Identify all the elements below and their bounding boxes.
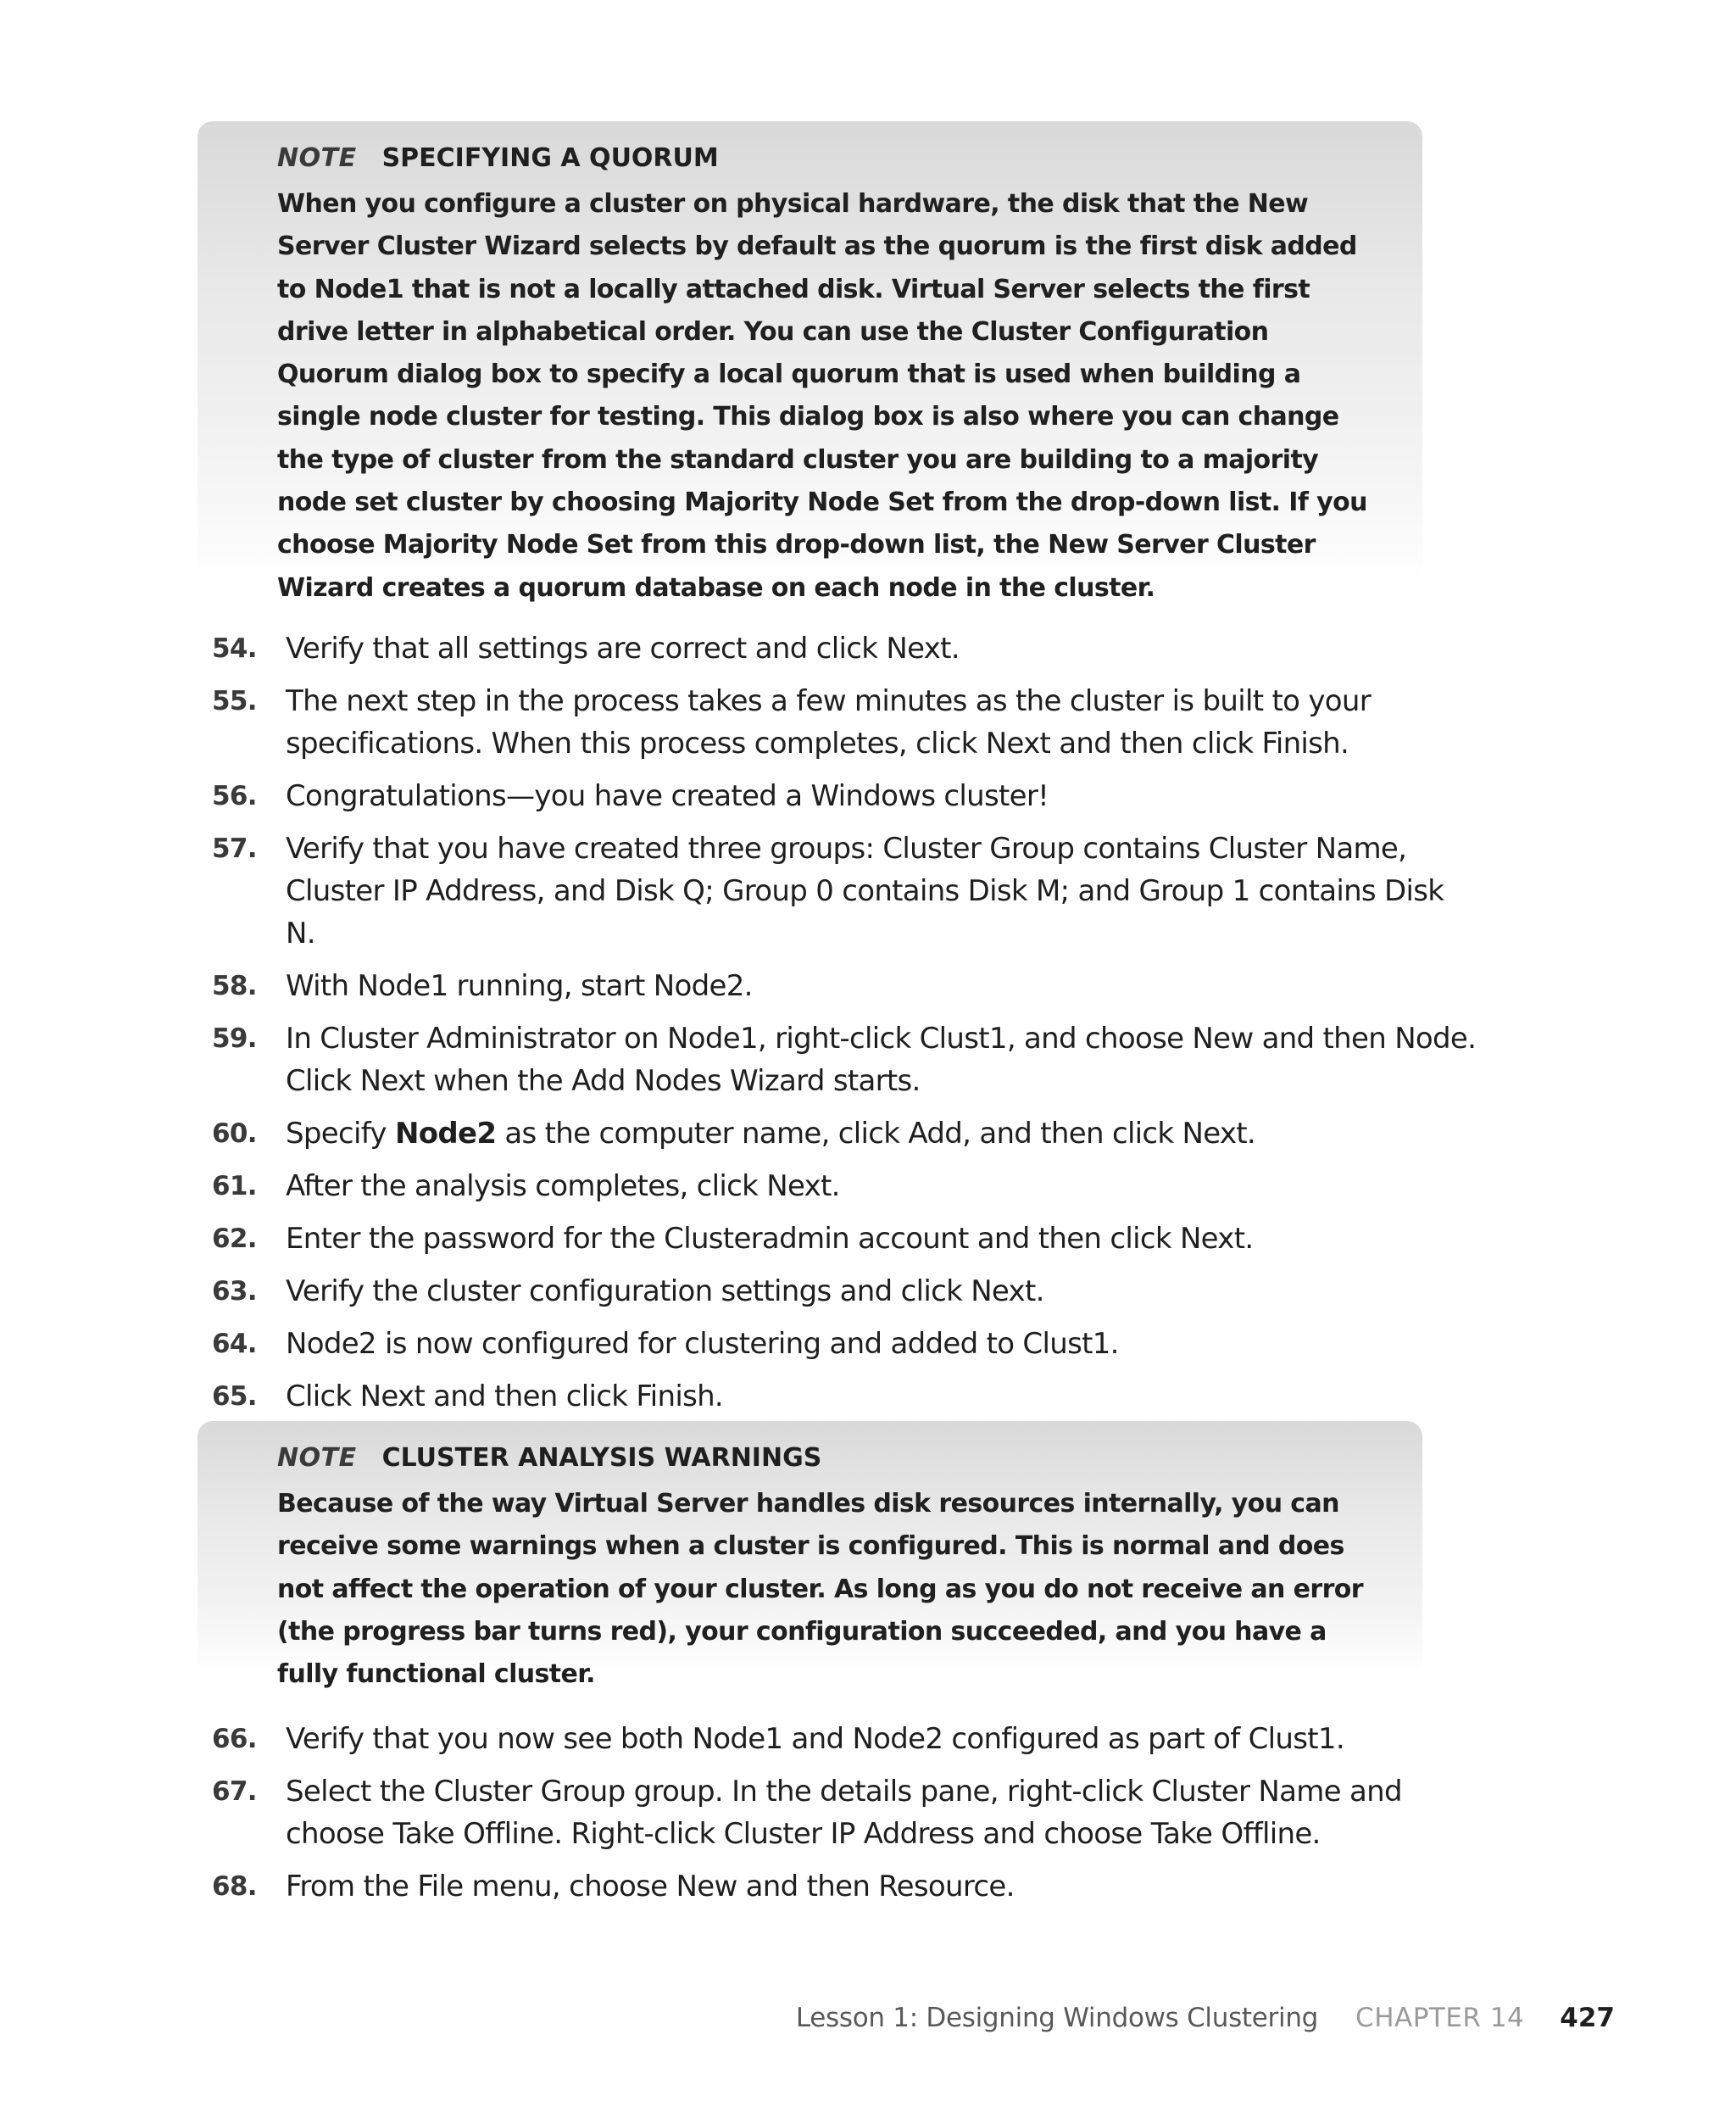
step-number: 66. (212, 1724, 257, 1754)
step-text: Verify the cluster configuration settings and click Next. (286, 1274, 1044, 1308)
page-number: 427 (1560, 2003, 1615, 2033)
step-59 (0, 1017, 1736, 1102)
note-cluster-analysis-warnings (198, 1421, 1422, 1690)
step-text: Congratulations—you have created a Windows cluster! (286, 779, 1049, 813)
step-63 (0, 1270, 1736, 1313)
footer-lesson-title: Lesson 1: Designing Windows Clustering (795, 2003, 1319, 2033)
step-text: The next step in the process takes a few minutes as the cluster is built to your specifications. When this process completes, click Next and then click Finish. (286, 684, 1371, 761)
step-number: 61. (212, 1171, 257, 1201)
step-58 (0, 965, 1736, 1007)
step-61 (0, 1165, 1736, 1207)
step-57 (0, 828, 1736, 955)
step-number: 60. (212, 1118, 257, 1149)
step-65 (0, 1375, 1736, 1418)
step-text: After the analysis completes, click Next. (286, 1169, 840, 1203)
step-62 (0, 1218, 1736, 1260)
step-text: Node2 is now configured for clustering and added to Clust1. (286, 1327, 1119, 1361)
note-body: When you configure a cluster on physical hardware, the disk that the New Server Cluster Wizard selects by default as the quorum is the first disk added to Node1 that is not a locally attached disk. Virtual Server selects the first drive letter in alphabetical order. You can use the Cluster Configuration Quorum dialog box to specify a local quorum that is used when building a single node cluster for testing. This dialog box is also where you can change the type of cluster from the standard cluster you are building to a majority node set cluster by choosing Majority Node Set from the drop-down list. If you choose Majority Node Set from this drop-down list, the New Server Cluster Wizard creates a quorum database on each node in the cluster. (277, 189, 1367, 603)
step-56 (0, 775, 1736, 817)
step-text: With Node1 running, start Node2. (286, 969, 753, 1003)
note-header (277, 1443, 1372, 1473)
step-number: 65. (212, 1381, 257, 1412)
step-text: Verify that you have created three groups: Cluster Group contains Cluster Name, Cluster IP Address, and Disk Q; Group 0 contains Disk M; and Group 1 contains Disk N. (286, 832, 1444, 950)
step-text: Enter the password for the Clusteradmin account and then click Next. (286, 1222, 1254, 1256)
step-number: 63. (212, 1276, 257, 1307)
note-body: Because of the way Virtual Server handles disk resources internally, you can receive some warnings when a cluster is configured. This is normal and does not affect the operation of your cluster. As long as you do not receive an error (the progress bar turns red), your configuration succeeded, and you have a fully functional cluster. (277, 1489, 1363, 1690)
step-text: In Cluster Administrator on Node1, right-click Clust1, and choose New and then Node. Click Next when the Add Nodes Wizard starts. (286, 1022, 1477, 1098)
note-tag: NOTE (277, 1443, 357, 1473)
step-number: 58. (212, 971, 257, 1001)
step-text-post: as the computer name, click Add, and then click Next. (496, 1117, 1256, 1151)
note-specifying-quorum (198, 121, 1422, 603)
step-text: Select the Cluster Group group. In the details pane, right-click Cluster Name and choose Take Offline. Right-click Cluster IP Address and choose Take Offline. (286, 1775, 1402, 1851)
step-64 (0, 1323, 1736, 1365)
step-text: Verify that you now see both Node1 and Node2 configured as part of Clust1. (286, 1722, 1344, 1756)
footer-chapter: CHAPTER 14 (1355, 2003, 1525, 2033)
step-number: 57. (212, 833, 257, 864)
computer-name-emphasis: Node2 (394, 1117, 497, 1151)
step-number: 68. (212, 1871, 257, 1902)
step-60 (0, 1112, 1736, 1155)
step-55 (0, 680, 1736, 765)
procedure-steps-66-68 (0, 1718, 1736, 1918)
step-66 (0, 1718, 1736, 1760)
page-footer (796, 2003, 1615, 2033)
step-67 (0, 1770, 1736, 1855)
step-text: From the File menu, choose New and then Resource. (286, 1870, 1015, 1903)
step-number: 55. (212, 686, 257, 716)
step-text: Click Next and then click Finish. (286, 1379, 724, 1413)
step-54 (0, 627, 1736, 670)
step-number: 56. (212, 781, 257, 811)
step-number: 59. (212, 1023, 257, 1054)
procedure-steps-54-65 (0, 627, 1736, 1428)
note-title: CLUSTER ANALYSIS WARNINGS (381, 1443, 822, 1473)
step-number: 64. (212, 1329, 257, 1359)
step-text-pre: Specify (286, 1117, 395, 1151)
step-68 (0, 1865, 1736, 1908)
step-number: 54. (212, 633, 257, 664)
step-number: 67. (212, 1776, 257, 1807)
step-text: Verify that all settings are correct and click Next. (286, 632, 960, 666)
step-number: 62. (212, 1223, 257, 1254)
note-header (277, 143, 1372, 173)
note-tag: NOTE (277, 143, 357, 173)
note-title: SPECIFYING A QUORUM (381, 143, 719, 173)
